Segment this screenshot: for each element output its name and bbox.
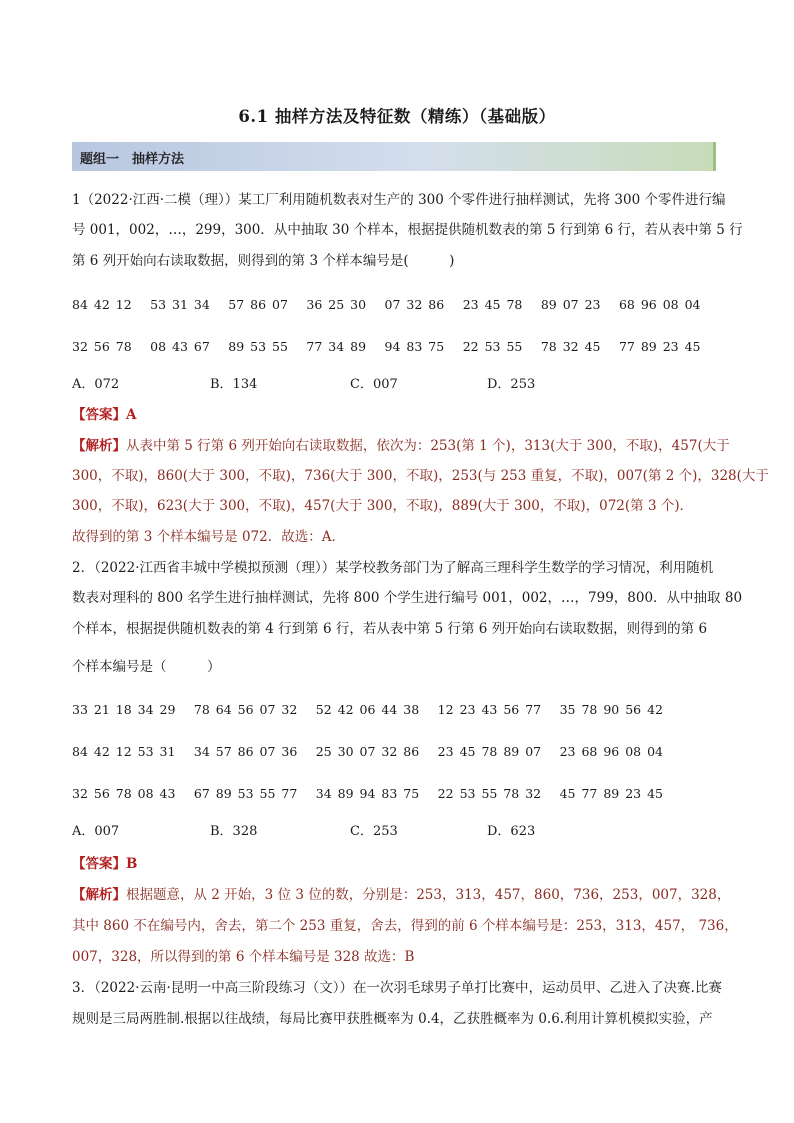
q2-analysis-text-1: 根据题意，从 2 开始，3 位 3 位的数，分别是：253，313，457，860，736，253，007，328，: [126, 887, 731, 903]
q2-answer-value: B: [126, 856, 138, 872]
q2-stem-line-2: 数表对理科的 800 名学生进行抽样测试，先将 800 个学生进行编号 001，002，…，799，800．从中抽取 80: [72, 590, 743, 606]
q1-random-table-row-1: 84 42 12 53 31 34 57 86 07 36 25 30 07 32 86 23 45 78 89 07 23 68 96 08 04: [72, 297, 701, 312]
q2-analysis-line-1: [72, 883, 730, 903]
q1-option-b: B．134: [210, 377, 258, 392]
q2-option-d: D．623: [487, 824, 536, 839]
q1-analysis-text-1: 从表中第 5 行第 6 列开始向右读取数据，依次为：253(第 1 个)，313(大于 300，不取)，457(大于: [126, 438, 730, 454]
q1-answer-label: 【答案】: [72, 407, 126, 423]
q1-answer-value: A: [126, 407, 137, 423]
q2-analysis-line-3: 007，328，所以得到的第 6 个样本编号是 328 故选：B: [72, 949, 415, 965]
q2-options: [72, 820, 535, 839]
q2-option-b: B．328: [210, 824, 258, 839]
q1-options: [72, 373, 535, 392]
q1-random-table-row-2: 32 56 78 08 43 67 89 53 55 77 34 89 94 83 75 22 53 55 78 32 45 77 89 23 45: [72, 339, 701, 354]
q2-analysis-line-2: 其中 860 不在编号内，舍去，第二个 253 重复，舍去，得到的前 6 个样本编号是：253，313，457， 736，: [72, 918, 738, 934]
q1-option-c: C．007: [350, 377, 398, 392]
q2-option-c: C．253: [350, 824, 398, 839]
q2-answer: [72, 852, 137, 872]
q2-stem-line-4: 个样本编号是（ ）: [72, 659, 221, 675]
q1-analysis-line-2: 300，不取)，860(大于 300，不取)，736(大于 300，不取)，253(与 253 重复，不取)，007(第 2 个)，328(大于: [72, 468, 769, 484]
q1-stem-line-3: 第 6 列开始向右读取数据，则得到的第 3 个样本编号是( ): [72, 253, 455, 269]
q1-option-a: A．072: [72, 377, 120, 392]
q1-analysis-line-4: 故得到的第 3 个样本编号是 072．故选：A．: [72, 529, 345, 545]
q2-random-table-row-2: 84 42 12 53 31 34 57 86 07 36 25 30 07 32 86 23 45 78 89 07 23 68 96 08 04: [72, 744, 664, 759]
q1-stem-line-1: 1（2022·江西·二模（理））某工厂利用随机数表对生产的 300 个零件进行抽样测试，先将 300 个零件进行编: [72, 192, 726, 208]
q1-option-d: D．253: [487, 377, 536, 392]
page-title: 6.1 抽样方法及特征数（精练）（基础版）: [238, 107, 556, 126]
q3-stem-line-1: 3．（2022·云南·昆明一中高三阶段练习（文））在一次羽毛球男子单打比赛中，运动员甲、乙进入了决赛.比赛: [72, 980, 722, 996]
q2-random-table-row-1: 33 21 18 34 29 78 64 56 07 32 52 42 06 44 38 12 23 43 56 77 35 78 90 56 42: [72, 702, 664, 717]
q2-answer-label: 【答案】: [72, 856, 126, 872]
q2-stem-line-1: 2．（2022·江西省丰城中学模拟预测（理））某学校教务部门为了解高三理科学生数学的学习情况，利用随机: [72, 560, 714, 576]
q1-analysis-line-1: [72, 434, 730, 454]
q2-random-table-row-3: 32 56 78 08 43 67 89 53 55 77 34 89 94 83 75 22 53 55 78 32 45 77 89 23 45: [72, 786, 664, 801]
section-header-bar: [72, 142, 716, 171]
q1-analysis-label: 【解析】: [72, 438, 126, 454]
q3-stem-line-2: 规则是三局两胜制.根据以往战绩，每局比赛甲获胜概率为 0.4，乙获胜概率为 0.6.利用计算机模拟实验，产: [72, 1011, 713, 1027]
q1-stem-line-2: 号 001，002，…，299，300．从中抽取 30 个样本，根据提供随机数表的第 5 行到第 6 行，若从表中第 5 行: [72, 222, 743, 238]
q2-option-a: A．007: [72, 824, 120, 839]
q2-analysis-label: 【解析】: [72, 887, 126, 903]
q2-stem-line-3: 个样本，根据提供随机数表的第 4 行到第 6 行，若从表中第 5 行第 6 列开始向右读取数据，则得到的第 6: [72, 621, 708, 637]
q1-answer: [72, 403, 136, 423]
section-title: 题组一 抽样方法: [80, 152, 185, 167]
q1-analysis-line-3: 300，不取)，623(大于 300，不取)，457(大于 300，不取)，889(大于 300，不取)，072(第 3 个)．: [72, 498, 694, 514]
